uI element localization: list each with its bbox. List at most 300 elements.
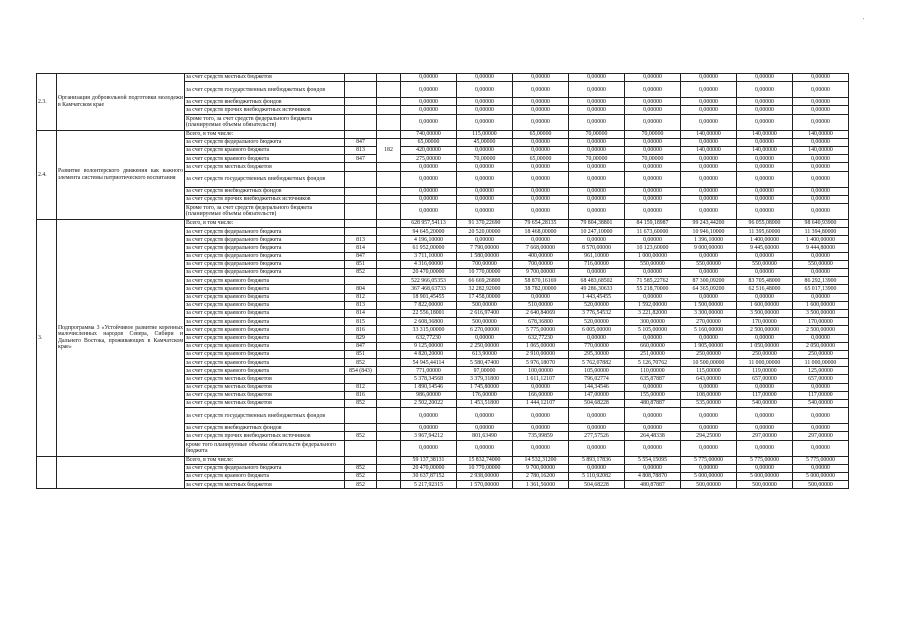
amount-cell: 54 945,44114 [401, 359, 457, 367]
amount-cell: 0,00000 [737, 187, 793, 195]
amount-cell: 300,00000 [625, 318, 681, 326]
grbs-cell [377, 309, 401, 317]
amount-cell: 0,00000 [401, 203, 457, 219]
amount-cell: 0,00000 [737, 334, 793, 342]
amount-cell: 17 458,00000 [457, 293, 513, 301]
amount-cell: 65 017,13900 [793, 285, 849, 293]
amount-cell: 5 976,18070 [513, 359, 569, 367]
amount-cell: 0,00000 [793, 82, 849, 98]
funding-source: за счет средств федерального бюджета [185, 260, 345, 268]
amount-cell: 0,00000 [625, 106, 681, 114]
amount-cell: 0,00000 [457, 236, 513, 244]
amount-cell: 0,00000 [793, 424, 849, 432]
amount-cell: 1 400,00000 [737, 236, 793, 244]
amount-cell: 0,00000 [681, 171, 737, 187]
amount-cell: 294,25000 [681, 432, 737, 440]
grbs-cell [377, 244, 401, 252]
amount-cell: 83 705,48000 [737, 277, 793, 285]
grbs-cell [377, 269, 401, 277]
funding-source: Всего, в том числе: [185, 456, 345, 464]
amount-cell: 0,00000 [569, 236, 625, 244]
amount-cell: 0,00000 [737, 138, 793, 146]
amount-cell: 6 270,00000 [457, 326, 513, 334]
amount-cell: 0,00000 [401, 74, 457, 82]
amount-cell: 0,00000 [625, 269, 681, 277]
amount-cell: 0,00000 [401, 424, 457, 432]
amount-cell: 0,00000 [625, 138, 681, 146]
amount-cell: 10 500,00000 [681, 359, 737, 367]
amount-cell: 0,00000 [681, 383, 737, 391]
amount-cell: 796,02774 [569, 375, 625, 383]
amount-cell: 660,00000 [625, 342, 681, 350]
amount-cell: 297,00000 [793, 432, 849, 440]
amount-cell: 2 910,00000 [513, 350, 569, 358]
funding-source: за счет средств местных бюджетов [185, 481, 345, 489]
amount-cell: 0,00000 [737, 74, 793, 82]
amount-cell: 100,00000 [513, 367, 569, 375]
amount-cell: 4 820,20000 [401, 350, 457, 358]
section-title [57, 456, 185, 489]
amount-cell: 33 315,00000 [401, 326, 457, 334]
amount-cell: 5 110,92082 [569, 472, 625, 480]
grbs-cell [377, 375, 401, 383]
amount-cell: 1 500,00000 [681, 301, 737, 309]
amount-cell: 5 775,00000 [793, 456, 849, 464]
amount-cell: 0,00000 [513, 146, 569, 154]
amount-cell: 70,00000 [625, 155, 681, 163]
amount-cell: 20 470,00000 [401, 269, 457, 277]
amount-cell: 1 592,00000 [625, 301, 681, 309]
funding-source: за счет средств краевого бюджета [185, 277, 345, 285]
funding-source: за счет средств местных бюджетов [185, 163, 345, 171]
amount-cell: 97,00000 [457, 367, 513, 375]
amount-cell: 500,00000 [737, 481, 793, 489]
funding-source: за счет средств прочих внебюджетных источников [185, 195, 345, 203]
amount-cell: 1 443,45455 [569, 293, 625, 301]
amount-cell: 270,00000 [681, 318, 737, 326]
funding-source: за счет средств краевого бюджета [185, 367, 345, 375]
funding-source: за счет средств прочих внебюджетных источников [185, 106, 345, 114]
amount-cell: 0,00000 [625, 383, 681, 391]
amount-cell: 99 243,44200 [681, 219, 737, 227]
amount-cell: 1 600,00000 [793, 301, 849, 309]
amount-cell: 295,30000 [569, 350, 625, 358]
amount-cell: 0,00000 [681, 195, 737, 203]
budget-code [345, 106, 377, 114]
amount-cell: 15 832,74000 [457, 456, 513, 464]
amount-cell: 0,00000 [793, 464, 849, 472]
amount-cell: 170,00000 [793, 318, 849, 326]
amount-cell: 71 585,22762 [625, 277, 681, 285]
amount-cell: 0,00000 [793, 383, 849, 391]
funding-source: за счет средств краевого бюджета [185, 285, 345, 293]
budget-code [345, 456, 377, 464]
amount-cell: 140,00000 [681, 146, 737, 154]
amount-cell: 7 668,00000 [513, 244, 569, 252]
amount-cell: 0,00000 [625, 74, 681, 82]
amount-cell: 0,00000 [513, 163, 569, 171]
amount-cell: 0,00000 [569, 187, 625, 195]
amount-cell: 0,00000 [569, 171, 625, 187]
amount-cell: 0,00000 [793, 74, 849, 82]
amount-cell: 0,00000 [513, 293, 569, 301]
grbs-cell [377, 219, 401, 227]
amount-cell: 0,00000 [681, 334, 737, 342]
amount-cell: 0,00000 [625, 146, 681, 154]
amount-cell: 11 395,60000 [737, 228, 793, 236]
budget-code [345, 277, 377, 285]
amount-cell: 0,00000 [569, 424, 625, 432]
grbs-cell [377, 400, 401, 408]
budget-code: 813 [345, 236, 377, 244]
amount-cell: 0,00000 [793, 408, 849, 424]
amount-cell: 504,68228 [569, 481, 625, 489]
budget-code: 816 [345, 326, 377, 334]
grbs-cell [377, 130, 401, 138]
amount-cell: 0,00000 [793, 269, 849, 277]
budget-table [36, 73, 849, 489]
amount-cell: 0,00000 [681, 252, 737, 260]
amount-cell: 0,00000 [513, 114, 569, 130]
amount-cell: 94 645,20000 [401, 228, 457, 236]
amount-cell: 45,00000 [457, 138, 513, 146]
grbs-cell [377, 342, 401, 350]
amount-cell: 64 365,09200 [681, 285, 737, 293]
grbs-cell [377, 350, 401, 358]
amount-cell: 700,00000 [457, 260, 513, 268]
amount-cell: 5 000,00000 [793, 472, 849, 480]
amount-cell: 0,00000 [401, 187, 457, 195]
amount-cell: 117,00000 [737, 391, 793, 399]
budget-code: 847 [345, 252, 377, 260]
amount-cell: 0,00000 [401, 82, 457, 98]
amount-cell: 18 468,00000 [513, 228, 569, 236]
amount-cell: 10 123,60000 [625, 244, 681, 252]
amount-cell: 0,00000 [681, 187, 737, 195]
amount-cell: 961,10000 [569, 252, 625, 260]
budget-code [345, 219, 377, 227]
budget-code [345, 171, 377, 187]
funding-source: за счет средств федерального бюджета [185, 464, 345, 472]
amount-cell: 700,00000 [513, 260, 569, 268]
amount-cell: 0,00000 [513, 171, 569, 187]
amount-cell: 0,00000 [569, 195, 625, 203]
grbs-cell [377, 285, 401, 293]
amount-cell: 522 966,05353 [401, 277, 457, 285]
amount-cell: 5 000,00000 [681, 472, 737, 480]
amount-cell: 0,00000 [793, 203, 849, 219]
funding-source: за счет средств краевого бюджета [185, 326, 345, 334]
grbs-cell [377, 277, 401, 285]
amount-cell: 166,00000 [513, 391, 569, 399]
budget-code [345, 424, 377, 432]
amount-cell: 0,00000 [401, 440, 457, 456]
grbs-cell [377, 171, 401, 187]
amount-cell: 0,00000 [625, 195, 681, 203]
amount-cell: 0,00000 [681, 106, 737, 114]
funding-source: за счет средств местных бюджетов [185, 74, 345, 82]
budget-code [345, 74, 377, 82]
budget-code: 852 [345, 269, 377, 277]
grbs-cell [377, 203, 401, 219]
amount-cell: 1 000,00000 [625, 252, 681, 260]
grbs-cell [377, 440, 401, 456]
amount-cell: 504,68228 [569, 400, 625, 408]
section-number: 2.4. [37, 130, 57, 219]
amount-cell: 657,00000 [793, 375, 849, 383]
amount-cell: 550,00000 [625, 260, 681, 268]
amount-cell: 4 808,78870 [625, 472, 681, 480]
amount-cell: 0,00000 [737, 98, 793, 106]
amount-cell: 0,00000 [569, 334, 625, 342]
amount-cell: 84 159,18987 [625, 219, 681, 227]
amount-cell: 0,00000 [625, 408, 681, 424]
amount-cell: 740,00000 [401, 130, 457, 138]
amount-cell: 480,87887 [625, 400, 681, 408]
amount-cell: 3 967,94212 [401, 432, 457, 440]
amount-cell: 0,00000 [793, 114, 849, 130]
grbs-cell [377, 228, 401, 236]
amount-cell: 0,00000 [793, 334, 849, 342]
amount-cell: 420,00000 [401, 146, 457, 154]
amount-cell: 0,00000 [513, 440, 569, 456]
table-row [37, 74, 849, 82]
amount-cell: 632,77230 [401, 334, 457, 342]
amount-cell: 0,00000 [513, 138, 569, 146]
budget-code [345, 163, 377, 171]
amount-cell: 520,00000 [569, 301, 625, 309]
amount-cell: 0,00000 [457, 74, 513, 82]
amount-cell: 86 292,13900 [793, 277, 849, 285]
amount-cell: 0,00000 [401, 171, 457, 187]
amount-cell: 0,00000 [625, 236, 681, 244]
amount-cell: 3 221,82000 [625, 309, 681, 317]
amount-cell: 11 000,00000 [737, 359, 793, 367]
amount-cell: 0,00000 [569, 269, 625, 277]
amount-cell: 0,00000 [569, 146, 625, 154]
table-row [37, 130, 849, 138]
amount-cell: 250,00000 [793, 350, 849, 358]
amount-cell: 70,00000 [625, 130, 681, 138]
amount-cell: 2 640,84069 [513, 309, 569, 317]
amount-cell: 0,00000 [513, 203, 569, 219]
amount-cell: 0,00000 [513, 408, 569, 424]
table-row [37, 219, 849, 227]
amount-cell: 0,00000 [457, 163, 513, 171]
amount-cell: 5 378,34568 [401, 375, 457, 383]
budget-code: 851 [345, 260, 377, 268]
amount-cell: 0,00000 [737, 269, 793, 277]
amount-cell: 367 468,63733 [401, 285, 457, 293]
amount-cell: 678,36800 [513, 318, 569, 326]
amount-cell: 22 556,18001 [401, 309, 457, 317]
funding-source: Всего, в том числе: [185, 219, 345, 227]
budget-code: 804 [345, 285, 377, 293]
amount-cell: 0,00000 [737, 106, 793, 114]
funding-source: Кроме того, за счет средств федерального бюджета (планируемые объемы обязательств) [185, 203, 345, 219]
amount-cell: 0,00000 [737, 252, 793, 260]
budget-code [345, 228, 377, 236]
grbs-cell [377, 236, 401, 244]
amount-cell: 3 379,31800 [457, 375, 513, 383]
grbs-cell [377, 432, 401, 440]
funding-source: за счет средств федерального бюджета [185, 252, 345, 260]
amount-cell: 65,00000 [513, 155, 569, 163]
grbs-cell [377, 326, 401, 334]
amount-cell: 635,87887 [625, 375, 681, 383]
grbs-cell [377, 98, 401, 106]
amount-cell: 643,00000 [681, 375, 737, 383]
amount-cell: 0,00000 [793, 195, 849, 203]
amount-cell: 0,00000 [737, 171, 793, 187]
amount-cell: 61 952,00000 [401, 244, 457, 252]
grbs-cell [377, 383, 401, 391]
grbs-cell [377, 318, 401, 326]
amount-cell: 0,00000 [569, 464, 625, 472]
amount-cell: 0,00000 [681, 74, 737, 82]
amount-cell: 140,00000 [793, 130, 849, 138]
amount-cell: 0,00000 [625, 171, 681, 187]
grbs-code: 182 [377, 138, 401, 163]
grbs-cell [377, 472, 401, 480]
amount-cell: 1 444,12107 [513, 400, 569, 408]
amount-cell: 10 770,00000 [457, 269, 513, 277]
amount-cell: 6 005,00000 [569, 326, 625, 334]
amount-cell: 510,00000 [513, 301, 569, 309]
funding-source: за счет средств государственных внебюджетных фондов [185, 82, 345, 98]
grbs-cell [377, 301, 401, 309]
amount-cell: 58 870,16169 [513, 277, 569, 285]
amount-cell: 91 370,22690 [457, 219, 513, 227]
amount-cell: 716,00000 [569, 260, 625, 268]
amount-cell: 9 444,80000 [793, 244, 849, 252]
amount-cell: 801,63490 [457, 432, 513, 440]
amount-cell: 49 286,30633 [569, 285, 625, 293]
amount-cell: 0,00000 [793, 106, 849, 114]
amount-cell: 251,00000 [625, 350, 681, 358]
budget-code: 813 [345, 301, 377, 309]
amount-cell: 0,00000 [625, 293, 681, 301]
amount-cell: 500,00000 [793, 481, 849, 489]
budget-code: 852 [345, 481, 377, 489]
amount-cell: 119,00000 [737, 367, 793, 375]
amount-cell: 5 105,00000 [625, 326, 681, 334]
amount-cell: 0,00000 [457, 82, 513, 98]
amount-cell: 0,00000 [737, 440, 793, 456]
amount-cell: 0,00000 [625, 187, 681, 195]
amount-cell: 632,77230 [513, 334, 569, 342]
funding-source: за счет средств краевого бюджета [185, 146, 345, 154]
amount-cell: 117,00000 [793, 391, 849, 399]
amount-cell: 68 483,68502 [569, 277, 625, 285]
amount-cell: 1 065,00000 [513, 342, 569, 350]
amount-cell: 0,00000 [625, 163, 681, 171]
amount-cell: 96 055,08000 [737, 219, 793, 227]
amount-cell: 0,00000 [681, 440, 737, 456]
amount-cell: 250,00000 [681, 350, 737, 358]
funding-source: за счет средств краевого бюджета [185, 359, 345, 367]
amount-cell: 771,00000 [401, 367, 457, 375]
amount-cell: 9 125,00000 [401, 342, 457, 350]
amount-cell: 0,00000 [457, 98, 513, 106]
amount-cell: 66 669,26800 [457, 277, 513, 285]
amount-cell: 2 608,36800 [401, 318, 457, 326]
amount-cell: 550,00000 [793, 260, 849, 268]
amount-cell: 0,00000 [513, 74, 569, 82]
amount-cell: 0,00000 [625, 464, 681, 472]
amount-cell: 2 502,20022 [401, 400, 457, 408]
amount-cell: 105,00000 [569, 367, 625, 375]
amount-cell: 0,00000 [737, 203, 793, 219]
amount-cell: 0,00000 [457, 114, 513, 130]
grbs-cell [377, 106, 401, 114]
amount-cell: 14 532,31200 [513, 456, 569, 464]
amount-cell: 55 218,70000 [625, 285, 681, 293]
amount-cell: 8 570,00000 [569, 244, 625, 252]
budget-code [345, 440, 377, 456]
amount-cell: 7 822,00000 [401, 301, 457, 309]
grbs-cell [377, 424, 401, 432]
amount-cell: 10 247,10000 [569, 228, 625, 236]
budget-code: 852 [345, 464, 377, 472]
amount-cell: 0,00000 [625, 440, 681, 456]
amount-cell: 0,00000 [457, 440, 513, 456]
amount-cell: 500,00000 [457, 301, 513, 309]
amount-cell: 250,00000 [737, 350, 793, 358]
amount-cell: 0,00000 [737, 293, 793, 301]
amount-cell: 297,00000 [737, 432, 793, 440]
amount-cell: 140,00000 [737, 146, 793, 154]
amount-cell: 1 570,00000 [457, 481, 513, 489]
funding-source: Кроме того, за счет средств федерального бюджета (планируемые объемы обязательств) [185, 114, 345, 130]
amount-cell: 550,00000 [681, 260, 737, 268]
funding-source: за счет средств федерального бюджета [185, 228, 345, 236]
amount-cell: 5 554,15095 [625, 456, 681, 464]
budget-code [345, 187, 377, 195]
amount-cell: 4 316,00000 [401, 260, 457, 268]
amount-cell: 0,00000 [681, 163, 737, 171]
amount-cell: 87 300,09200 [681, 277, 737, 285]
budget-code: 847 [345, 342, 377, 350]
amount-cell: 0,00000 [513, 195, 569, 203]
amount-cell: 0,00000 [681, 98, 737, 106]
amount-cell: 3 300,00000 [681, 309, 737, 317]
amount-cell: 20 520,00000 [457, 228, 513, 236]
amount-cell: 2 500,00000 [737, 326, 793, 334]
amount-cell: 0,00000 [513, 98, 569, 106]
amount-cell: 657,00000 [737, 375, 793, 383]
amount-cell: 535,00000 [681, 400, 737, 408]
amount-cell: 0,00000 [793, 138, 849, 146]
section-number: 3. [37, 219, 57, 456]
budget-code: 813 [345, 146, 377, 154]
amount-cell: 0,00000 [681, 424, 737, 432]
amount-cell: 540,00000 [737, 400, 793, 408]
amount-cell: 480,87887 [625, 481, 681, 489]
amount-cell: 0,00000 [737, 82, 793, 98]
amount-cell: 0,00000 [513, 236, 569, 244]
amount-cell: 2 938,00000 [457, 472, 513, 480]
funding-source: за счет средств федерального бюджета [185, 269, 345, 277]
amount-cell: 0,00000 [737, 114, 793, 130]
grbs-cell [377, 260, 401, 268]
amount-cell: 0,00000 [401, 114, 457, 130]
section-number: 2.3. [37, 74, 57, 131]
amount-cell: 9 700,00000 [513, 269, 569, 277]
amount-cell: 0,00000 [737, 195, 793, 203]
amount-cell: 0,00000 [569, 82, 625, 98]
budget-code: 851 [345, 350, 377, 358]
